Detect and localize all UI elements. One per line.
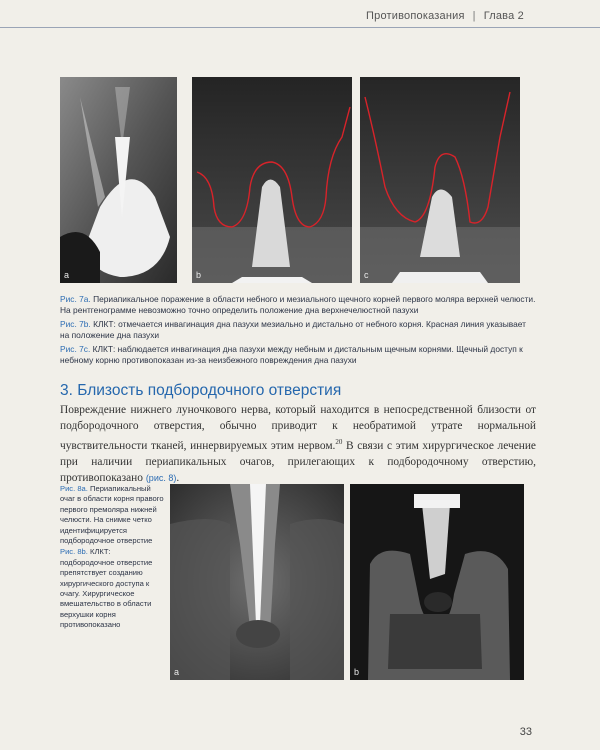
citation-superscript: 20 — [335, 438, 343, 446]
figure-7c-label: c — [364, 270, 369, 280]
paragraph-text-2: В связи с этим хирургическое лечение при наличии периапикальных очагов, прилегающих к подбородочному отверстию, противопоказано — [60, 439, 536, 484]
figure-8b-label: b — [354, 667, 360, 677]
caption-8b — [60, 547, 166, 630]
figure-8a-label: a — [174, 667, 180, 677]
figure-7a-label: a — [64, 270, 70, 280]
caption-7b-ref: Рис. 7b. — [60, 319, 91, 329]
caption-7b-text: КЛКТ: отмечается инвагинация дна пазухи мезиально и дистально от небного корня. Красная линия указывает на положение дна пазухи — [60, 319, 527, 340]
section-title: 3. Близость подбородочного отверстия — [60, 382, 342, 399]
caption-7b — [60, 319, 536, 341]
caption-8b-text: КЛКТ: подбородочное отверстие препятствует созданию хирургического доступа к очагу. Хирургическое вмешательство в области верхушки корня противопоказано — [60, 547, 153, 630]
figure-8-captions — [60, 484, 166, 632]
caption-7c-ref: Рис. 7c. — [60, 344, 91, 354]
figure-8b-image — [350, 484, 524, 680]
caption-8a — [60, 484, 166, 546]
header-separator: | — [472, 10, 476, 22]
caption-7c — [60, 344, 536, 366]
caption-7c-text: КЛКТ: наблюдается инвагинация дна пазухи между небным и дистальным щечным корнями. Щечный доступ к небному корню противопоказан из-за неизбежного повреждения дна пазухи — [60, 344, 523, 365]
figure-8-reference: (рис. 8) — [145, 472, 177, 483]
caption-7a — [60, 294, 536, 316]
header-rule — [0, 27, 600, 28]
header-section: Противопоказания — [366, 10, 465, 22]
caption-7a-text: Периапикальное поражение в области небного и мезиального щечного корней первого моляра верхней челюсти. На рентгенограмме невозможно точно определить положение дна верхнечелюстной пазухи — [60, 294, 536, 315]
section-paragraph — [60, 402, 536, 486]
figure-7a-image — [60, 77, 177, 283]
figure-7b-image — [192, 77, 352, 283]
paragraph-text-1: Повреждение нижнего луночкового нерва, который находится в непосредственной близости от подбородочного отверстия, обычно приводит к необратимой утрате нормальной чувствительности тканей, иннервируемых этим нервом. — [60, 404, 536, 452]
paragraph-end: . — [176, 471, 180, 484]
figure-8a-image — [170, 484, 344, 680]
caption-7a-ref: Рис. 7a. — [60, 294, 91, 304]
header-chapter: Глава 2 — [483, 10, 524, 22]
caption-8b-ref: Рис. 8b. — [60, 547, 88, 557]
figure-7c-image — [360, 77, 520, 283]
page-number: 33 — [519, 726, 532, 738]
figure-7b-label: b — [196, 270, 202, 280]
running-header — [366, 10, 524, 22]
caption-8a-text: Периапикальный очаг в области корня правого первого премоляра нижней челюсти. На снимке четко идентифицируется подбородочное отверстие — [60, 484, 164, 546]
caption-8a-ref: Рис. 8a. — [60, 484, 88, 493]
